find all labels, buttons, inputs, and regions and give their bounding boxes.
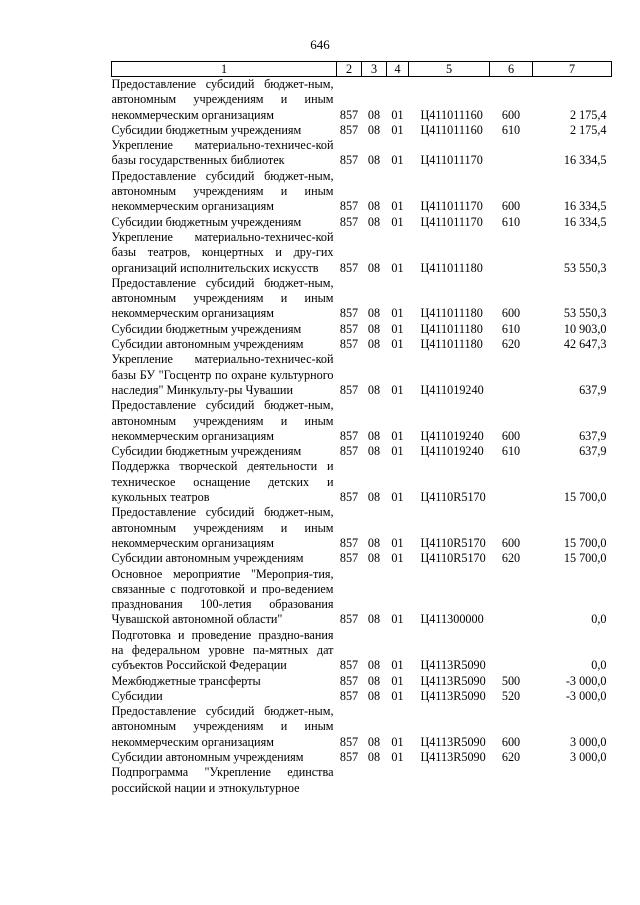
row-amount-cell: 637,9 [579,382,607,397]
row-amount-cell: 0,0 [591,612,607,627]
column-header: 3 [362,62,387,77]
row-expense-type-cell: 600 [501,428,521,443]
row-amount-cell: 42 647,3 [563,337,607,352]
row-section-cell: 08 [367,490,381,505]
row-subsection-cell: 01 [391,750,404,765]
row-name-cell: Поддержка творческой деятельности и техническое оснащение детских и кукольных театров [111,459,334,505]
row-name-cell: Укрепление материально-техничес-кой базы БУ "Госцентр по охране культурного наследия" Минкульту-ры Чувашии [111,352,334,397]
row-target-code-cell: Ц4113R5090 [420,734,486,749]
row-target-code-cell: Ц4113R5090 [420,673,486,688]
row-subsection-cell: 01 [391,321,404,336]
row-amount-cell: 16 334,5 [563,199,607,214]
row-subsection-cell: 01 [391,107,404,122]
row-section-cell: 08 [367,122,381,137]
row-target-code-cell: Ц4113R5090 [420,750,486,765]
row-expense-type-cell: 500 [501,673,521,688]
row-expense-type-cell: 600 [501,107,521,122]
row-grbs-cell [337,765,362,796]
row-subsection-cell: 01 [391,337,404,352]
table-row [112,215,612,230]
row-section-cell: 08 [367,306,381,321]
row-grbs-cell: 857 [339,688,359,703]
row-grbs-cell: 857 [339,214,359,229]
row-expense-type-cell: 600 [501,734,521,749]
row-section-cell: 08 [367,658,381,673]
row-amount-cell: 0,0 [591,658,607,673]
row-name-cell: Укрепление материально-техничес-кой базы государственных библиотек [111,138,334,168]
row-amount-cell: 16 334,5 [563,214,607,229]
row-target-code-cell: Ц411011160 [420,122,483,137]
row-name-cell: Субсидии бюджетным учреждениям [111,321,302,336]
row-target-code-cell: Ц411011180 [420,306,483,321]
row-target-code-cell: Ц411011170 [420,153,483,168]
row-amount-cell [533,765,612,796]
page-number: 646 [310,37,330,52]
row-subsection-cell: 01 [391,444,404,459]
row-grbs-cell: 857 [339,428,359,443]
table-body [112,77,612,796]
row-target-code-cell: Ц411011170 [420,199,483,214]
row-grbs-cell: 857 [339,444,359,459]
row-subsection-cell: 01 [391,658,404,673]
row-grbs-cell: 857 [339,153,359,168]
column-header: 6 [490,62,533,77]
table-row [112,628,612,674]
row-target-code-cell: Ц411011180 [420,337,483,352]
table-row [112,704,612,750]
row-name-cell: Предоставление субсидий бюджет-ным, автономным учреждениям и иным некоммерческим организациям [111,77,334,122]
table-row [112,567,612,628]
row-name-cell: Подготовка и проведение праздно-вания на федеральном уровне па-мятных дат субъектов Российской Федерации [111,627,334,673]
row-section-cell: 08 [367,321,381,336]
row-amount-cell: 637,9 [579,428,607,443]
row-amount-cell: 637,9 [579,444,607,459]
column-header-row [112,62,612,77]
table-row [112,689,612,704]
table-row [112,674,612,689]
row-section-cell: 08 [367,107,381,122]
row-grbs-cell: 857 [339,122,359,137]
row-grbs-cell: 857 [339,673,359,688]
table-row [112,750,612,765]
row-grbs-cell: 857 [339,750,359,765]
row-section-cell: 08 [367,688,381,703]
row-expense-type-cell [490,459,533,505]
row-amount-cell: 53 550,3 [563,306,607,321]
row-expense-type-cell [490,138,533,169]
row-amount-cell: 3 000,0 [569,734,607,749]
row-amount-cell: 15 700,0 [563,551,607,566]
row-target-code-cell: Ц411019240 [420,428,484,443]
row-subsection-cell: 01 [391,428,404,443]
row-grbs-cell: 857 [339,551,359,566]
table-row [112,230,612,276]
row-subsection-cell [387,765,409,796]
row-section-cell: 08 [367,382,381,397]
row-name-cell: Основное мероприятие "Мероприя-тия, связанные с подготовкой и про-ведением празднования 100-летия образования Чувашской автономной области" [111,566,334,627]
row-amount-cell: -3 000,0 [565,673,607,688]
row-section-cell: 08 [367,337,381,352]
row-subsection-cell: 01 [391,734,404,749]
row-expense-type-cell [490,765,533,796]
row-target-code-cell: Ц411019240 [420,382,484,397]
row-target-code-cell: Ц411011180 [420,260,483,275]
row-expense-type-cell [490,567,533,628]
column-header: 2 [337,62,362,77]
row-amount-cell: 16 334,5 [563,153,607,168]
row-expense-type-cell [490,352,533,398]
row-section-cell: 08 [367,734,381,749]
row-subsection-cell: 01 [391,260,404,275]
table-row [112,138,612,169]
row-subsection-cell: 01 [391,122,404,137]
row-amount-cell: 3 000,0 [569,750,607,765]
row-section-cell: 08 [367,214,381,229]
row-subsection-cell: 01 [391,612,404,627]
row-grbs-cell: 857 [339,321,359,336]
row-amount-cell: 2 175,4 [569,107,607,122]
row-name-cell: Предоставление субсидий бюджет-ным, автономным учреждениям и иным некоммерческим организациям [111,505,334,550]
row-target-code-cell: Ц4110R5170 [420,551,486,566]
table-row [112,398,612,444]
row-subsection-cell: 01 [391,535,404,550]
row-section-cell: 08 [367,153,381,168]
row-section-cell: 08 [367,260,381,275]
row-target-code-cell: Ц4110R5170 [420,490,486,505]
row-expense-type-cell [490,230,533,276]
row-section-cell: 08 [367,750,381,765]
row-name-cell: Субсидии бюджетным учреждениям [111,444,302,459]
row-name-cell: Субсидии автономным учреждениям [111,551,304,566]
row-grbs-cell: 857 [339,199,359,214]
row-grbs-cell: 857 [339,612,359,627]
row-grbs-cell: 857 [339,490,359,505]
row-subsection-cell: 01 [391,214,404,229]
row-subsection-cell: 01 [391,306,404,321]
row-subsection-cell: 01 [391,153,404,168]
row-subsection-cell: 01 [391,490,404,505]
table-row [112,337,612,352]
row-subsection-cell: 01 [391,199,404,214]
row-target-code-cell: Ц4113R5090 [420,688,486,703]
table-row [112,551,612,566]
row-expense-type-cell: 610 [501,214,521,229]
row-name-cell: Предоставление субсидий бюджет-ным, автономным учреждениям и иным некоммерческим организациям [111,275,334,321]
row-target-code-cell: Ц411011160 [420,107,483,122]
row-grbs-cell: 857 [339,306,359,321]
table-row [112,765,612,796]
row-section-cell: 08 [367,428,381,443]
row-expense-type-cell: 620 [501,551,521,566]
row-name-cell: Предоставление субсидий бюджет-ным, автономным учреждениям и иным некоммерческим организациям [111,704,334,749]
row-target-code-cell: Ц4113R5090 [420,658,486,673]
column-header: 7 [533,62,612,77]
row-grbs-cell: 857 [339,260,359,275]
row-expense-type-cell: 600 [501,306,521,321]
row-target-code-cell: Ц411300000 [420,612,484,627]
table-row [112,505,612,551]
row-expense-type-cell: 610 [501,444,521,459]
row-target-code-cell: Ц411011180 [420,321,483,336]
row-target-code-cell [409,765,490,796]
table-row [112,169,612,215]
row-subsection-cell: 01 [391,688,404,703]
table-row [112,352,612,398]
row-section-cell: 08 [367,199,381,214]
row-section-cell: 08 [367,673,381,688]
row-name-cell: Субсидии бюджетным учреждениям [111,214,302,229]
row-name-cell: Межбюджетные трансферты [111,673,261,688]
row-subsection-cell: 01 [391,382,404,397]
row-target-code-cell: Ц411019240 [420,444,484,459]
row-section-cell: 08 [367,535,381,550]
row-name-cell: Субсидии бюджетным учреждениям [111,122,302,137]
row-expense-type-cell: 520 [501,688,521,703]
row-name-cell: Укрепление материально-техничес-кой базы театров, концертных и дру-гих организаций исполнительских искусств [111,229,334,275]
row-expense-type-cell: 610 [501,122,521,137]
row-expense-type-cell: 620 [501,337,521,352]
row-name-cell: Субсидии [111,688,163,703]
budget-table [111,61,612,796]
table-row [112,123,612,138]
row-subsection-cell: 01 [391,673,404,688]
row-subsection-cell: 01 [391,551,404,566]
column-header: 1 [112,62,337,77]
column-header: 4 [387,62,409,77]
row-expense-type-cell: 620 [501,750,521,765]
row-grbs-cell: 857 [339,658,359,673]
row-name-cell: Субсидии автономным учреждениям [111,337,304,352]
table-row [112,276,612,322]
row-target-code-cell: Ц411011170 [420,214,483,229]
row-amount-cell: 15 700,0 [563,535,607,550]
table-row [112,444,612,459]
row-section-cell: 08 [367,551,381,566]
row-section-cell [362,765,387,796]
row-name-cell: Субсидии автономным учреждениям [111,750,304,765]
row-grbs-cell: 857 [339,107,359,122]
row-expense-type-cell: 600 [501,199,521,214]
row-expense-type-cell: 600 [501,535,521,550]
row-expense-type-cell: 610 [501,321,521,336]
table-row [112,322,612,337]
row-amount-cell: 10 903,0 [563,321,607,336]
table-row [112,77,612,123]
row-amount-cell: 15 700,0 [563,490,607,505]
row-amount-cell: -3 000,0 [565,688,607,703]
row-grbs-cell: 857 [339,337,359,352]
column-header: 5 [409,62,490,77]
row-name-cell: Предоставление субсидий бюджет-ным, автономным учреждениям и иным некоммерческим организациям [111,168,334,214]
row-name-cell: Предоставление субсидий бюджет-ным, автономным учреждениям и иным некоммерческим организациям [111,398,334,443]
row-expense-type-cell [490,628,533,674]
row-amount-cell: 53 550,3 [563,260,607,275]
row-target-code-cell: Ц4110R5170 [420,535,486,550]
row-section-cell: 08 [367,612,381,627]
row-grbs-cell: 857 [339,535,359,550]
row-grbs-cell: 857 [339,734,359,749]
row-grbs-cell: 857 [339,382,359,397]
row-name-cell: Подпрограмма "Укрепление единства российской нации и этнокультурное [111,765,334,795]
row-section-cell: 08 [367,444,381,459]
row-amount-cell: 2 175,4 [569,122,607,137]
table-row [112,459,612,505]
